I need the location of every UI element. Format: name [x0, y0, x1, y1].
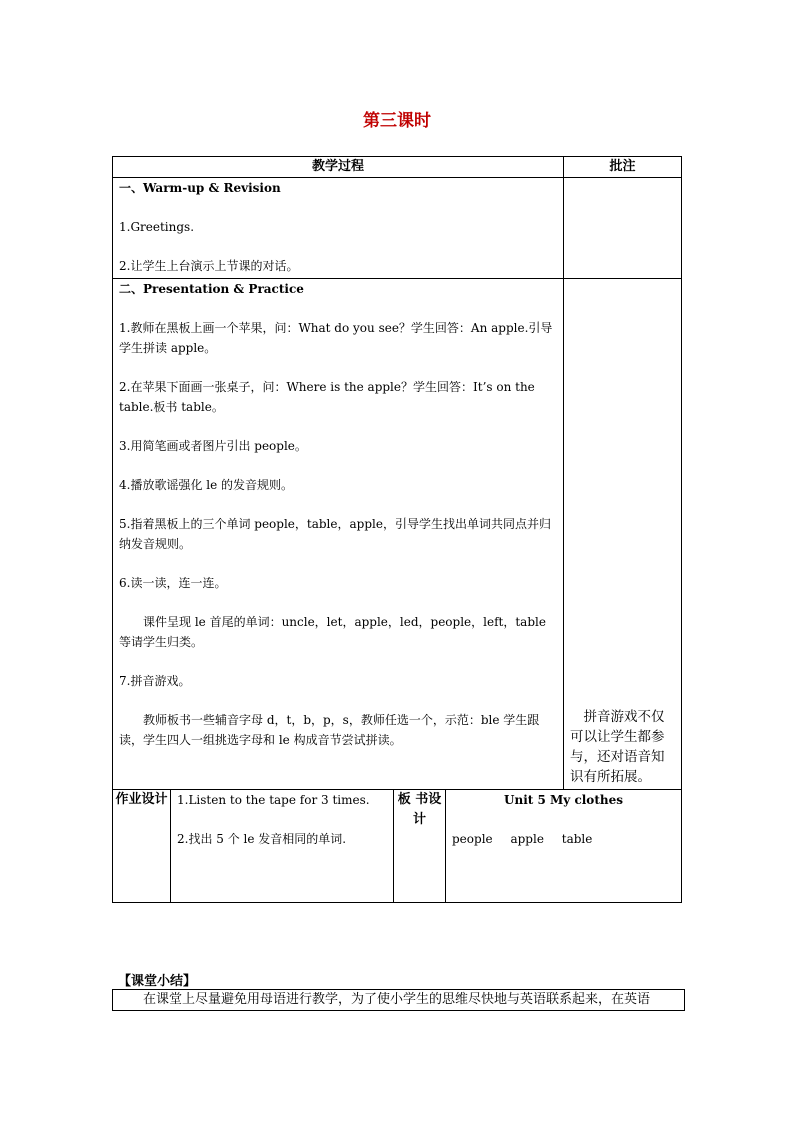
- summary-title: 【课堂小结】: [118, 974, 197, 989]
- bottom-row: [113, 790, 682, 903]
- section2-item: 3.用简笔画或者图片引出 people。: [119, 439, 307, 453]
- homework-item: 1.Listen to the tape for 3 times.: [177, 793, 370, 807]
- board-label: 板 书设计: [394, 790, 446, 903]
- header-process: 教学过程: [113, 157, 564, 178]
- section1-item: 1.Greetings.: [119, 220, 195, 234]
- board-title: Unit 5 My clothes: [504, 793, 623, 807]
- section2-title: 二、Presentation & Practice: [119, 282, 304, 296]
- section1-title: 一、Warm-up & Revision: [119, 181, 281, 195]
- section2-row: [113, 279, 682, 790]
- table-header-row: [113, 157, 682, 178]
- section1-cell: [113, 178, 564, 279]
- section2-item: 2.在苹果下面画一张桌子，问：Where is the apple？学生回答：It’s on the table.板书 table。: [119, 380, 535, 414]
- section2-item: 4.播放歌谣强化 le 的发音规则。: [119, 478, 294, 492]
- section2-cell: [113, 279, 564, 790]
- section1-row: [113, 178, 682, 279]
- header-notes: 批注: [564, 157, 682, 178]
- board-words: [452, 829, 675, 849]
- section2-item: 1.教师在黑板上画一个苹果，问：What do you see？学生回答：An apple.引导学生拼读 apple。: [119, 321, 553, 355]
- section2-item: 6.读一读，连一连。: [119, 576, 227, 590]
- homework-item: 2.找出 5 个 le 发音相同的单词.: [177, 832, 347, 846]
- section2-notes: [564, 279, 682, 790]
- section1-notes: [564, 178, 682, 279]
- section2-item: 5.指着黑板上的三个单词 people，table，apple，引导学生找出单词共同点并归纳发音规则。: [119, 517, 551, 551]
- note-text: 拼音游戏不仅可以让学生都参与，还对语音知识有所拓展。: [570, 709, 665, 785]
- lesson-table: [112, 156, 682, 903]
- homework-label: 作业设计: [113, 790, 171, 903]
- board-word: table: [561, 832, 593, 846]
- section1-item: 2.让学生上台演示上节课的对话。: [119, 259, 299, 273]
- summary-text: 在课堂上尽量避免用母语进行教学，为了使小学生的思维尽快地与英语联系起来，在英语: [112, 989, 685, 1011]
- section2-item: 课件呈现 le 首尾的单词：uncle，let，apple，led，people，left，table 等请学生归类。: [119, 615, 546, 649]
- section2-item: 7.拼音游戏。: [119, 674, 191, 688]
- homework-cell: [171, 790, 394, 903]
- board-word: people: [452, 832, 493, 846]
- page-title: 第三课时: [363, 111, 431, 131]
- board-cell: [446, 790, 682, 903]
- section2-item: 教师板书一些辅音字母 d，t，b，p，s，教师任选一个，示范：ble 学生跟读，学生四人一组挑选字母和 le 构成音节尝试拼读。: [119, 713, 540, 747]
- board-word: apple: [510, 832, 544, 846]
